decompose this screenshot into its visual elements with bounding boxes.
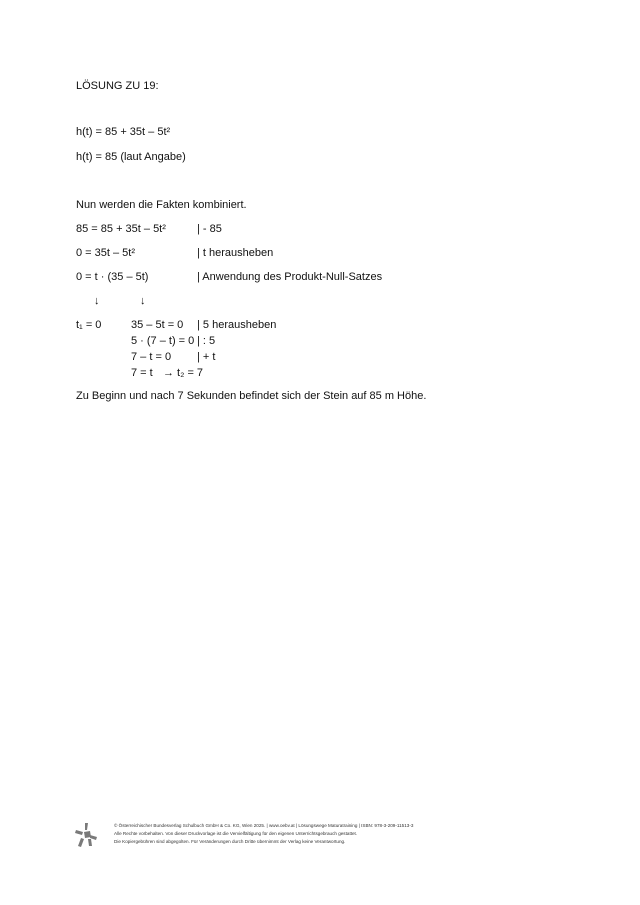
intro-text: Nun werden die Fakten kombiniert. bbox=[76, 199, 247, 211]
step-expression: 0 = 35t – 5t² bbox=[76, 247, 136, 259]
step-expression: 0 = t · (35 – 5t) bbox=[76, 271, 149, 283]
footer-disclaimer: Die Kopiergebühren sind abgegolten. Für Veränderungen durch Dritte übernimmt der Verlag keine Verantwortung. bbox=[114, 839, 346, 844]
given-condition: h(t) = 85 (laut Angabe) bbox=[76, 151, 186, 163]
step-note: | t herausheben bbox=[197, 247, 274, 259]
branch-expression: 35 – 5t = 0 bbox=[131, 319, 184, 331]
down-arrow-icon: ↓ bbox=[140, 295, 146, 307]
conclusion-text: Zu Beginn und nach 7 Sekunden befindet sich der Stein auf 85 m Höhe. bbox=[76, 390, 427, 402]
branch-note: → t₂ = 7 bbox=[163, 367, 204, 379]
down-arrow-icon: ↓ bbox=[94, 295, 100, 307]
footer-rights: Alle Rechte vorbehalten. Von dieser Druckvorlage ist die Vervielfältigung für den eigenen Unterrichtsgebrauch gestattet. bbox=[114, 831, 358, 836]
first-root: t₁ = 0 bbox=[76, 319, 102, 331]
branch-expression: 7 – t = 0 bbox=[131, 351, 172, 363]
publisher-logo-icon bbox=[74, 822, 98, 848]
step-expression: 85 = 85 + 35t – 5t² bbox=[76, 223, 166, 235]
step-note: | Anwendung des Produkt-Null-Satzes bbox=[197, 271, 383, 283]
step-note: | - 85 bbox=[197, 223, 222, 235]
given-equation: h(t) = 85 + 35t – 5t² bbox=[76, 126, 171, 138]
branch-note: | + t bbox=[197, 351, 216, 363]
branch-expression: 7 = t bbox=[131, 367, 153, 379]
branch-expression: 5 · (7 – t) = 0 bbox=[131, 335, 195, 347]
footer-text bbox=[114, 822, 413, 846]
branch-note: | 5 herausheben bbox=[197, 319, 277, 331]
footer-copyright: © Österreichischer Bundesverlag Schulbuch GmbH & Co. KG, Wien 2025. | www.oebv.at | Lösungswege Maturatraining | ISBN: 978-3-209-11513-3 bbox=[114, 823, 414, 828]
branch-note: | : 5 bbox=[197, 335, 216, 347]
solution-heading: LÖSUNG ZU 19: bbox=[76, 80, 159, 92]
